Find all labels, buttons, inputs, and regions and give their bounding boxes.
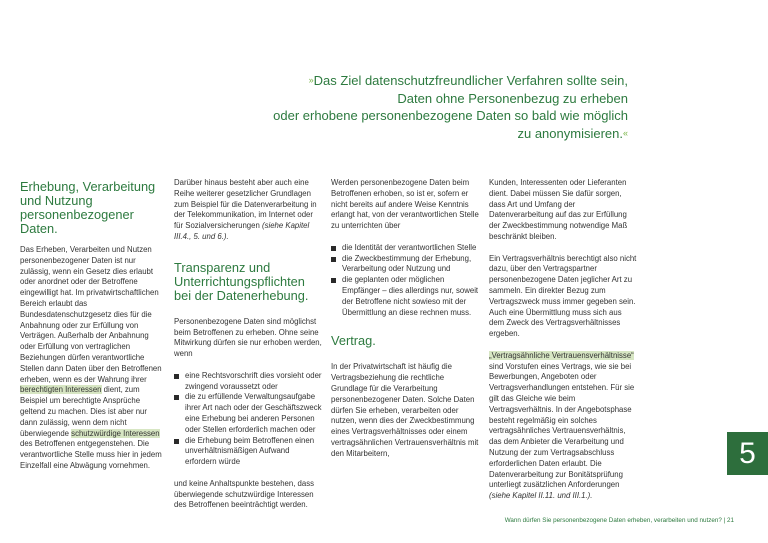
- highlight-schutzwuerdige-interessen: schutzwürdige Interessen: [71, 428, 160, 438]
- highlight-berechtigte-interessen: berechtigten Interessen: [20, 385, 102, 395]
- quote-line-4: zu anonymisieren.: [517, 125, 623, 141]
- section-heading-erhebung: Erhebung, Verarbeitung und Nutzung personenbezogener Daten.: [20, 179, 156, 236]
- paragraph-vertrauensverhaeltnisse: „Vertragsähnliche Vertrauensverhältnisse“ sind Vorstufen eines Vertrags, wie sie bei Bewerbungen, Angeboten oder Vertragsverhandlungen entstehen. Für sie gilt das Gleiche wie beim Vertragsverhältnis. In der Angebotsphase besteht regelmäßig ein solches vertragsähnliches Vertrauensverhältnis, das dem Anbieter die Verarbeitung und Nutzung der zum Vertragsabschluss erforderlichen Daten erlaubt. Die Datenverarbeitung zur Bonitätsprüfung unterliegt zusätzlichen Anforderungen (siehe Kapitel II.11. und III.1.).: [489, 350, 635, 501]
- list-item: die Identität der verantwortlichen Stelle: [331, 243, 479, 254]
- list-item: die zu erfüllende Verwaltungsaufgabe ihrer Art nach oder der Geschäftszweck eine Erhebung bei anderen Personen oder Stellen erforderlich machen oder: [174, 392, 322, 435]
- chapter-reference: (siehe Kapitel III.4., 5. und 6.).: [174, 221, 310, 241]
- paragraph-erhebung: Das Erheben, Verarbeiten und Nutzen personenbezogener Daten ist nur zulässig, wenn ein Gesetz dies erlaubt oder anordnet oder der Betroffene eingewilligt hat. Im privatwirtschaftlichen Bereich erlaubt das Bundesdatenschutzgesetz dies für die Anbahnung oder zur Erfüllung von Verträgen. Außerhalb der Anbahnung oder Erfüllung von vertraglichen Beziehungen dürfen verantwortliche Stellen dann Daten über den Betroffenen erheben, wenn es der Wahrung ihrer berechtigten Interessen dient, zum Beispiel um berechtigte Ansprüche geltend zu machen. Dies ist aber nur dann zulässig, wenn dem nicht überwiegende schutzwürdige Interessen des Betroffenen entgegenstehen. Die verantwortliche Stelle muss hier in jedem Einzelfall eine Abwägung vornehmen.: [20, 245, 162, 470]
- chapter-number-badge: 5: [727, 432, 768, 475]
- list-item: die Zweckbestimmung der Erhebung, Verarbeitung oder Nutzung und: [331, 254, 479, 276]
- section-heading-transparenz: Transparenz und Unterrichtungspflichten bei der Datenerhebung.: [174, 259, 309, 303]
- text-column-3: [331, 178, 479, 470]
- quote-line-2: Daten ohne Personenbezug zu erheben: [397, 90, 628, 106]
- open-quote-mark: »: [308, 75, 314, 85]
- text-column-4: [489, 178, 637, 513]
- text-column-1: [20, 178, 162, 483]
- close-quote-mark: «: [622, 127, 628, 138]
- highlight-vertragsaehnliche-vertrauensverhaeltnisse: „Vertragsähnliche Vertrauensverhältnisse“: [489, 350, 634, 360]
- paragraph-grundlagen: Darüber hinaus besteht aber auch eine Reihe weiterer gesetzlicher Grundlagen zum Beispiel für die Datenverarbeitung in der Telekommunikation, im Internet oder für Sozialversicherungen (siehe Kapitel III.4., 5. und 6.).: [174, 178, 317, 241]
- paragraph-vertragsverhaeltnis: Ein Vertragsverhältnis berechtigt also nicht dazu, über den Vertragspartner personenbezogene Daten jeglicher Art zu sammeln. Ein direkter Bezug zum Vertragszweck muss immer gegeben sein. Auch eine Übermittlung muss sich aus dem Zweck des Vertragsverhältnisses ergeben.: [489, 253, 637, 339]
- bullet-list-unterrichtung: [331, 243, 479, 319]
- paragraph-anhaltspunkte: und keine Anhaltspunkte bestehen, dass überwiegende schutzwürdige Interessen des Betroffenen beeinträchtigt werden.: [174, 478, 315, 510]
- bullet-list-erhebung: [174, 371, 322, 468]
- paragraph-transparenz: Personenbezogene Daten sind möglichst beim Betroffenen zu erheben. Ohne seine Mitwirkung dürfen sie nur erhoben werden, wenn: [174, 316, 322, 359]
- section-heading-vertrag: Vertrag.: [331, 333, 376, 349]
- paragraph-vertrag: In der Privatwirtschaft ist häufig die Vertragsbeziehung die rechtliche Grundlage für die Verarbeitung personenbezogener Daten. Solche Daten dürfen Sie erheben, verarbeiten oder nutzen, wenn dies der Zweckbestimmung eines Vertragsverhältnisses oder einem vertragsähnlichen Vertrauensverhältnis mit den Mitarbeitern,: [331, 362, 479, 458]
- text-column-2: [174, 178, 322, 522]
- pull-quote: [208, 72, 628, 142]
- quote-line-3: oder erhobene personenbezogene Daten so bald wie möglich: [273, 108, 628, 123]
- paragraph-kunden: Kunden, Interessenten oder Lieferanten dient. Dabei müssen Sie dafür sorgen, dass Art und Umfang der Datenverarbeitung auf das zur Erfüllung der Zweckbestimmung notwendige Maß beschränkt bleiben.: [489, 178, 628, 241]
- paragraph-unterrichtung: Werden personenbezogene Daten beim Betroffenen erhoben, so ist er, sofern er nicht bereits auf andere Weise Kenntnis erlangt hat, von der verantwortlichen Stelle zu unterrichten über: [331, 178, 479, 231]
- chapter-reference: (siehe Kapitel II.11. und III.1.).: [489, 491, 593, 501]
- list-item: die Erhebung beim Betroffenen einen unverhältnismäßigen Aufwand erfordern würde: [174, 436, 322, 468]
- list-item: die geplanten oder möglichen Empfänger – dies allerdings nur, soweit der Betroffene nicht sowieso mit der Übermittlung an diese rechnen muss.: [331, 275, 479, 318]
- page-footer: Wann dürfen Sie personenbezogene Daten erheben, verarbeiten und nutzen? | 21: [504, 517, 734, 524]
- quote-line-1: Das Ziel datenschutzfreundlicher Verfahren sollte sein,: [313, 73, 628, 88]
- list-item: eine Rechtsvorschrift dies vorsieht oder zwingend voraussetzt oder: [174, 371, 322, 393]
